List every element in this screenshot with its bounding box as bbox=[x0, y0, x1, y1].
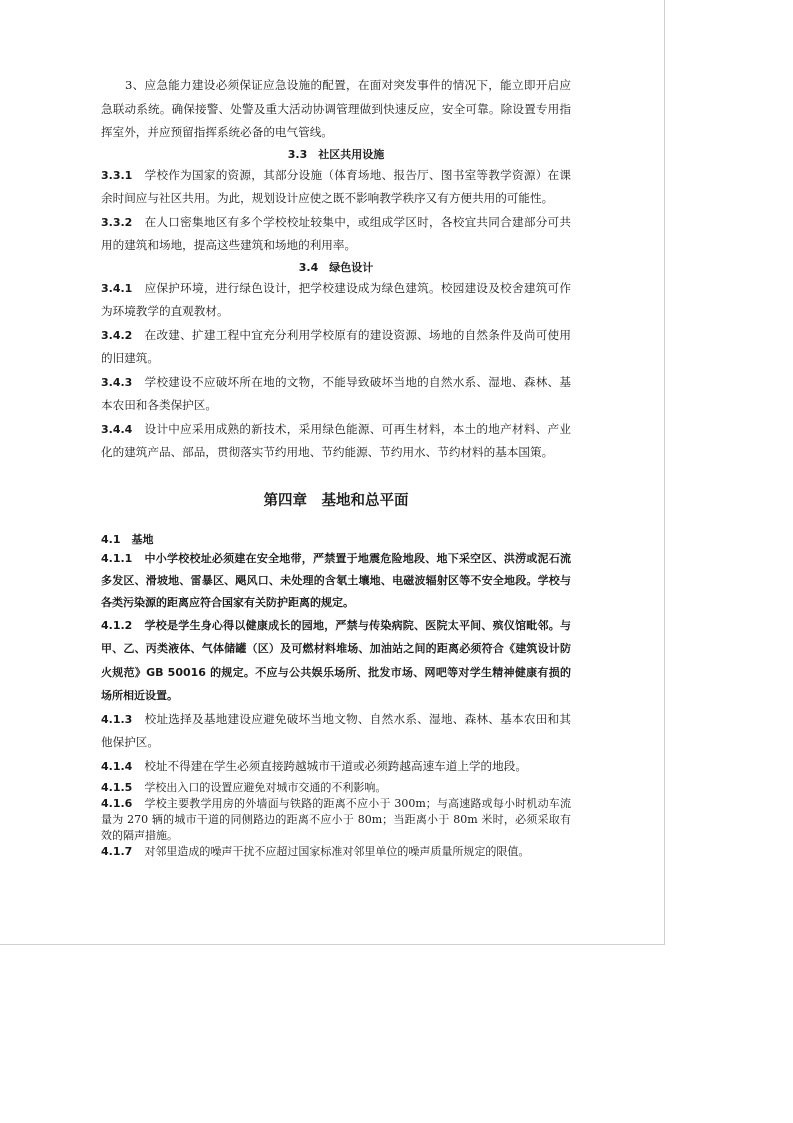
clause-4-1-6 bbox=[101, 796, 571, 844]
clause-text: 设计中应采用成熟的新技术，采用绿色能源、可再生材料，本土的地产材料、产业化的建筑产品、部品，贯彻落实节约用地、节约能源、节约用水、节约材料的基本国策。 bbox=[101, 421, 571, 459]
clause-text: 在人口密集地区有多个学校校址较集中，或组成学区时，各校宜共同合建部分可共用的建筑和场地，提高这些建筑和场地的利用率。 bbox=[101, 214, 571, 252]
clause-4-1-3 bbox=[101, 708, 571, 755]
clause-4-1-2 bbox=[101, 614, 571, 708]
clause-number: 3.3.2 bbox=[101, 215, 133, 229]
clause-3-4-1 bbox=[101, 277, 571, 324]
clause-number: 4.1.7 bbox=[101, 845, 133, 858]
clause-number: 3.4.1 bbox=[101, 281, 133, 295]
clause-text: 学校主要教学用房的外墙面与铁路的距离不应小于 300m；与高速路或每小时机动车流量为 270 辆的城市干道的同侧路边的距离不应小于 80m；当距离小于 80m 米时，必须采取有效的隔声措施。 bbox=[101, 797, 571, 842]
clause-text: 应保护环境，进行绿色设计，把学校建设成为绿色建筑。校园建设及校舍建筑可作为环境教学的直观教材。 bbox=[101, 280, 571, 318]
clause-number: 3.4.4 bbox=[101, 422, 133, 436]
clause-3-3-1 bbox=[101, 164, 571, 211]
clause-text: 校址选择及基地建设应避免破坏当地文物、自然水系、湿地、森林、基本农田和其他保护区。 bbox=[101, 711, 571, 749]
clause-text: 学校是学生身心得以健康成长的园地，严禁与传染病院、医院太平间、殡仪馆毗邻。与甲、乙、丙类液体、气体储罐（区）及可燃材料堆场、加油站之间的距离必须符合《建筑设计防火规范》GB 50016 的规定。不应与公共娱乐场所、批发市场、网吧等对学生精神健康有损的场所相近设置。 bbox=[101, 618, 571, 702]
clause-3-4-4 bbox=[101, 418, 571, 465]
clause-text: 学校建设不应破坏所在地的文物，不能导致破坏当地的自然水系、湿地、森林、基本农田和各类保护区。 bbox=[101, 374, 571, 412]
clause-number: 3.4.2 bbox=[101, 328, 133, 342]
paragraph-3-2-3: 3、应急能力建设必须保证应急设施的配置，在面对突发事件的情况下，能立即开启应急联动系统。确保接警、处警及重大活动协调管理做到快速反应，安全可靠。除设置专用指挥室外，并应预留指挥系统必备的电气管线。 bbox=[101, 78, 571, 139]
chapter-title: 第四章 基地和总平面 bbox=[263, 492, 409, 509]
clause-number: 4.1.2 bbox=[101, 618, 133, 632]
clause-number: 4.1.3 bbox=[101, 712, 133, 726]
page-content bbox=[101, 74, 571, 860]
clause-number: 4.1.6 bbox=[101, 797, 133, 810]
clause-text: 学校作为国家的资源，其部分设施（体育场地、报告厅、图书室等教学资源）在课余时间应与社区共用。为此，规划设计应使之既不影响教学秩序又有方便共用的可能性。 bbox=[101, 167, 571, 205]
clause-text: 在改建、扩建工程中宜充分利用学校原有的建设资源、场地的自然条件及尚可使用的旧建筑。 bbox=[101, 327, 571, 365]
clause-text: 对邻里造成的噪声干扰不应超过国家标准对邻里单位的噪声质量所规定的限值。 bbox=[144, 845, 530, 858]
section-title-4-1: 4.1 基地 bbox=[101, 532, 154, 546]
clause-4-1-7 bbox=[101, 844, 571, 860]
section-title-3-3: 3.3 社区共用设施 bbox=[287, 147, 385, 161]
section-title-3-4: 3.4 绿色设计 bbox=[298, 260, 374, 274]
clause-4-1-5 bbox=[101, 780, 571, 796]
clause-3-4-2 bbox=[101, 324, 571, 371]
clause-number: 3.4.3 bbox=[101, 375, 133, 389]
clause-3-4-3 bbox=[101, 371, 571, 418]
clause-text: 校址不得建在学生必须直接跨越城市干道或必须跨越高速车道上学的地段。 bbox=[144, 758, 527, 773]
clause-3-3-2 bbox=[101, 211, 571, 258]
clause-number: 4.1.4 bbox=[101, 759, 133, 773]
clause-4-1-1 bbox=[101, 548, 571, 614]
clause-text: 中小学校校址必须建在安全地带，严禁置于地震危险地段、地下采空区、洪涝或泥石流多发区、滑坡地、雷暴区、飓风口、未处理的含氡土壤地、电磁波辐射区等不安全地段。学校与各类污染源的距离应符合国家有关防护距离的规定。 bbox=[101, 551, 571, 609]
clause-number: 4.1.5 bbox=[101, 781, 133, 794]
clause-number: 4.1.1 bbox=[101, 551, 133, 565]
clause-number: 3.3.1 bbox=[101, 168, 133, 182]
clause-text: 学校出入口的设置应避免对城市交通的不利影响。 bbox=[144, 781, 387, 794]
clause-4-1-4 bbox=[101, 755, 571, 779]
